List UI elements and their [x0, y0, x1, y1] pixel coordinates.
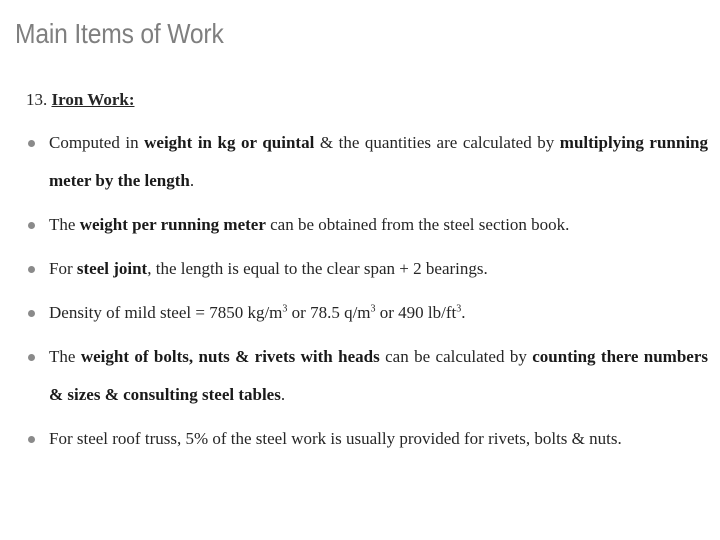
- bullet-bold-text: weight per running meter: [79, 215, 266, 234]
- bullet-text: For: [49, 259, 77, 278]
- superscript: 3: [282, 303, 288, 315]
- bullet-text: The: [49, 215, 80, 234]
- bullet-text: or 490 lb/ft: [375, 303, 457, 322]
- bullet-text: Density of mild steel = 7850 kg/m: [49, 303, 283, 322]
- bullet-text: can be calculated by: [379, 347, 533, 366]
- superscript: 3: [370, 303, 376, 315]
- bullet-list: [26, 124, 708, 458]
- bullet-text: For steel roof truss, 5% of the steel work is usually provided for rivets, bolts & nuts.: [49, 429, 622, 448]
- slide-title: Main Items of Work: [15, 18, 224, 49]
- bullet-bold-text: counting there numbers & sizes & consulting steel tables: [49, 347, 708, 404]
- bullet-text: or 78.5 q/m: [287, 303, 371, 322]
- bullet-text: .: [280, 385, 286, 404]
- bullet-text: The: [49, 347, 81, 366]
- bullet-item: [26, 124, 708, 200]
- bullet-text: & the quantities are calculated by: [314, 133, 560, 152]
- bullet-item: [26, 338, 708, 414]
- bullet-bold-text: steel joint: [76, 259, 148, 278]
- bullet-text: , the length is equal to the clear span + 2 bearings.: [147, 259, 488, 278]
- bullet-item: [26, 250, 708, 288]
- bullet-text: .: [189, 171, 195, 190]
- bullet-item: [26, 420, 708, 458]
- bullet-text: can be obtained from the steel section book.: [265, 215, 570, 234]
- section-name: Iron Work:: [51, 90, 135, 109]
- bullet-text: .: [461, 303, 466, 322]
- bullet-bold-text: weight in kg or quintal: [144, 133, 315, 152]
- section-heading: [26, 90, 708, 110]
- section-number: 13.: [26, 90, 48, 109]
- superscript: 3: [456, 303, 462, 315]
- bullet-item: [26, 294, 708, 332]
- bullet-bold-text: weight of bolts, nuts & rivets with heads: [80, 347, 380, 366]
- bullet-item: [26, 206, 708, 244]
- bullet-bold-text: multiplying running meter by the length: [49, 133, 708, 190]
- bullet-text: Computed in: [49, 133, 145, 152]
- slide-content: [26, 90, 708, 464]
